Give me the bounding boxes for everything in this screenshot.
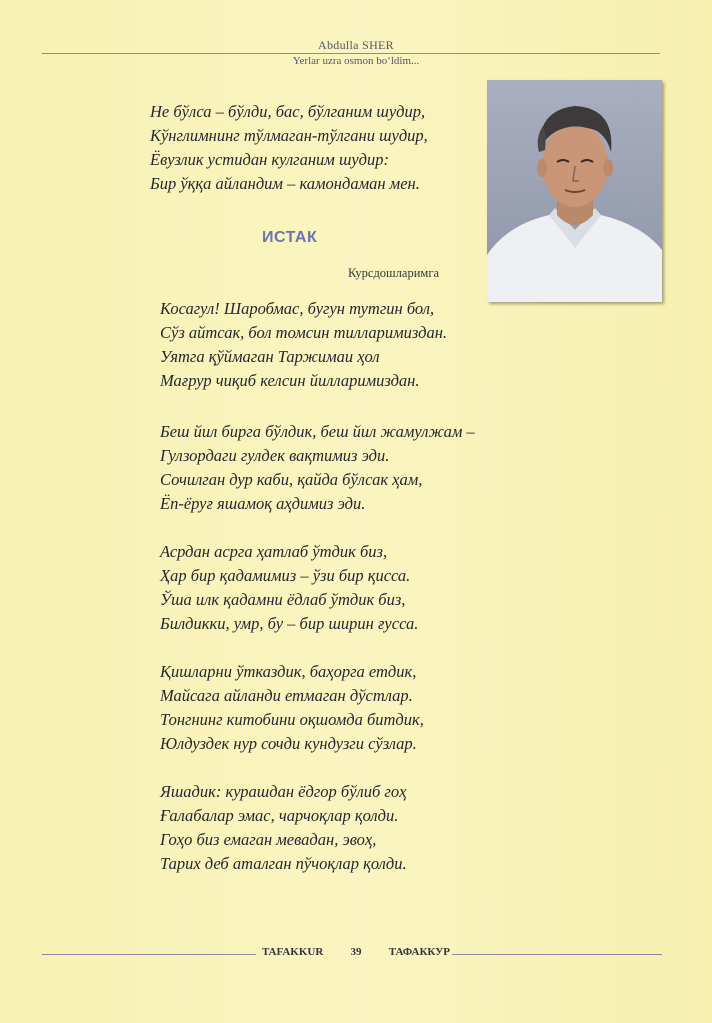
poem-stanza (160, 420, 475, 516)
poem-line: Ўша илк қадамни ёдлаб ўтдик биз, (160, 590, 406, 609)
poem-line: Юлдуздек нур сочди кундузги сўзлар. (160, 734, 417, 753)
footer-divider-right (452, 954, 662, 955)
running-header-author: Abdulla SHER (318, 38, 394, 52)
poem-line: Ғалабалар эмас, чарчоқлар қолди. (160, 806, 399, 825)
poem-line: Сўз айтсак, бол томсин тилларимиздан. (160, 323, 448, 342)
poem-line: Ёп-ёруғ яшамоқ аҳдимиз эди. (160, 494, 366, 513)
poem-line: Тонгнинг китобини оқшомда битдик, (160, 710, 424, 729)
poem-line: Косагул! Шаробмас, бугун тутгин бол, (160, 299, 435, 318)
poem-line: Беш йил бирга бўлдик, беш йил жамулжам – (160, 422, 475, 441)
poem-stanza (160, 660, 424, 756)
poem-line: Сочилган дур каби, қайда бўлсак ҳам, (160, 470, 423, 489)
poem-line: Кўнглимнинг тўлмаган-тўлгани шудир, (150, 126, 428, 145)
running-header-subtitle: Yerlar uzra osmon bo‘ldim... (292, 55, 420, 67)
poem-line: Не бўлса – бўлди, бас, бўлганим шудир, (150, 102, 426, 121)
poem-line: Бир ўққа айландим – камондаман мен. (150, 174, 420, 193)
author-portrait-photo (487, 80, 662, 302)
poem-line: Мағрур чиқиб келсин йилларимиздан. (160, 371, 420, 390)
poem-line: Тарих деб аталган пўчоқлар қолди. (160, 854, 407, 873)
poem-line: Қишларни ўтказдик, баҳорга етдик, (160, 662, 417, 681)
poem-dedication: Курсдошларимга (348, 266, 439, 280)
poem-line: Яшадик: курашдан ёдгор бўлиб гоҳ (160, 782, 407, 801)
intro-stanza (150, 100, 428, 196)
poem-line: Гулзордаги гулдек вақтимиз эди. (160, 446, 390, 465)
poem-line: Ёвузлик устидан кулганим шудир: (150, 150, 390, 169)
page-footer (262, 946, 450, 958)
poem-title: ИСТАК (262, 229, 318, 246)
poem-stanza (160, 540, 418, 636)
page-number: 39 (350, 946, 362, 958)
poem-line: Гоҳо биз емаган мевадан, эвоҳ, (160, 830, 377, 849)
poem-stanza (160, 780, 407, 876)
footer-journal-latin: TAFAKKUR (262, 946, 324, 958)
footer-journal-cyrillic: ТАФАККУР (388, 946, 450, 958)
poem-line: Уятга қўймаган Таржимаи ҳол (160, 347, 380, 366)
header-divider (42, 53, 660, 54)
poem-line: Ҳар бир қадамимиз – ўзи бир қисса. (160, 566, 411, 585)
footer-divider-left (42, 954, 256, 955)
poem-line: Билдикки, умр, бу – бир ширин ғусса. (160, 614, 419, 633)
poem-stanza (160, 297, 447, 393)
poem-line: Асрдан асрга ҳатлаб ўтдик биз, (160, 542, 388, 561)
poem-line: Майсага айланди етмаган дўстлар. (160, 686, 413, 705)
